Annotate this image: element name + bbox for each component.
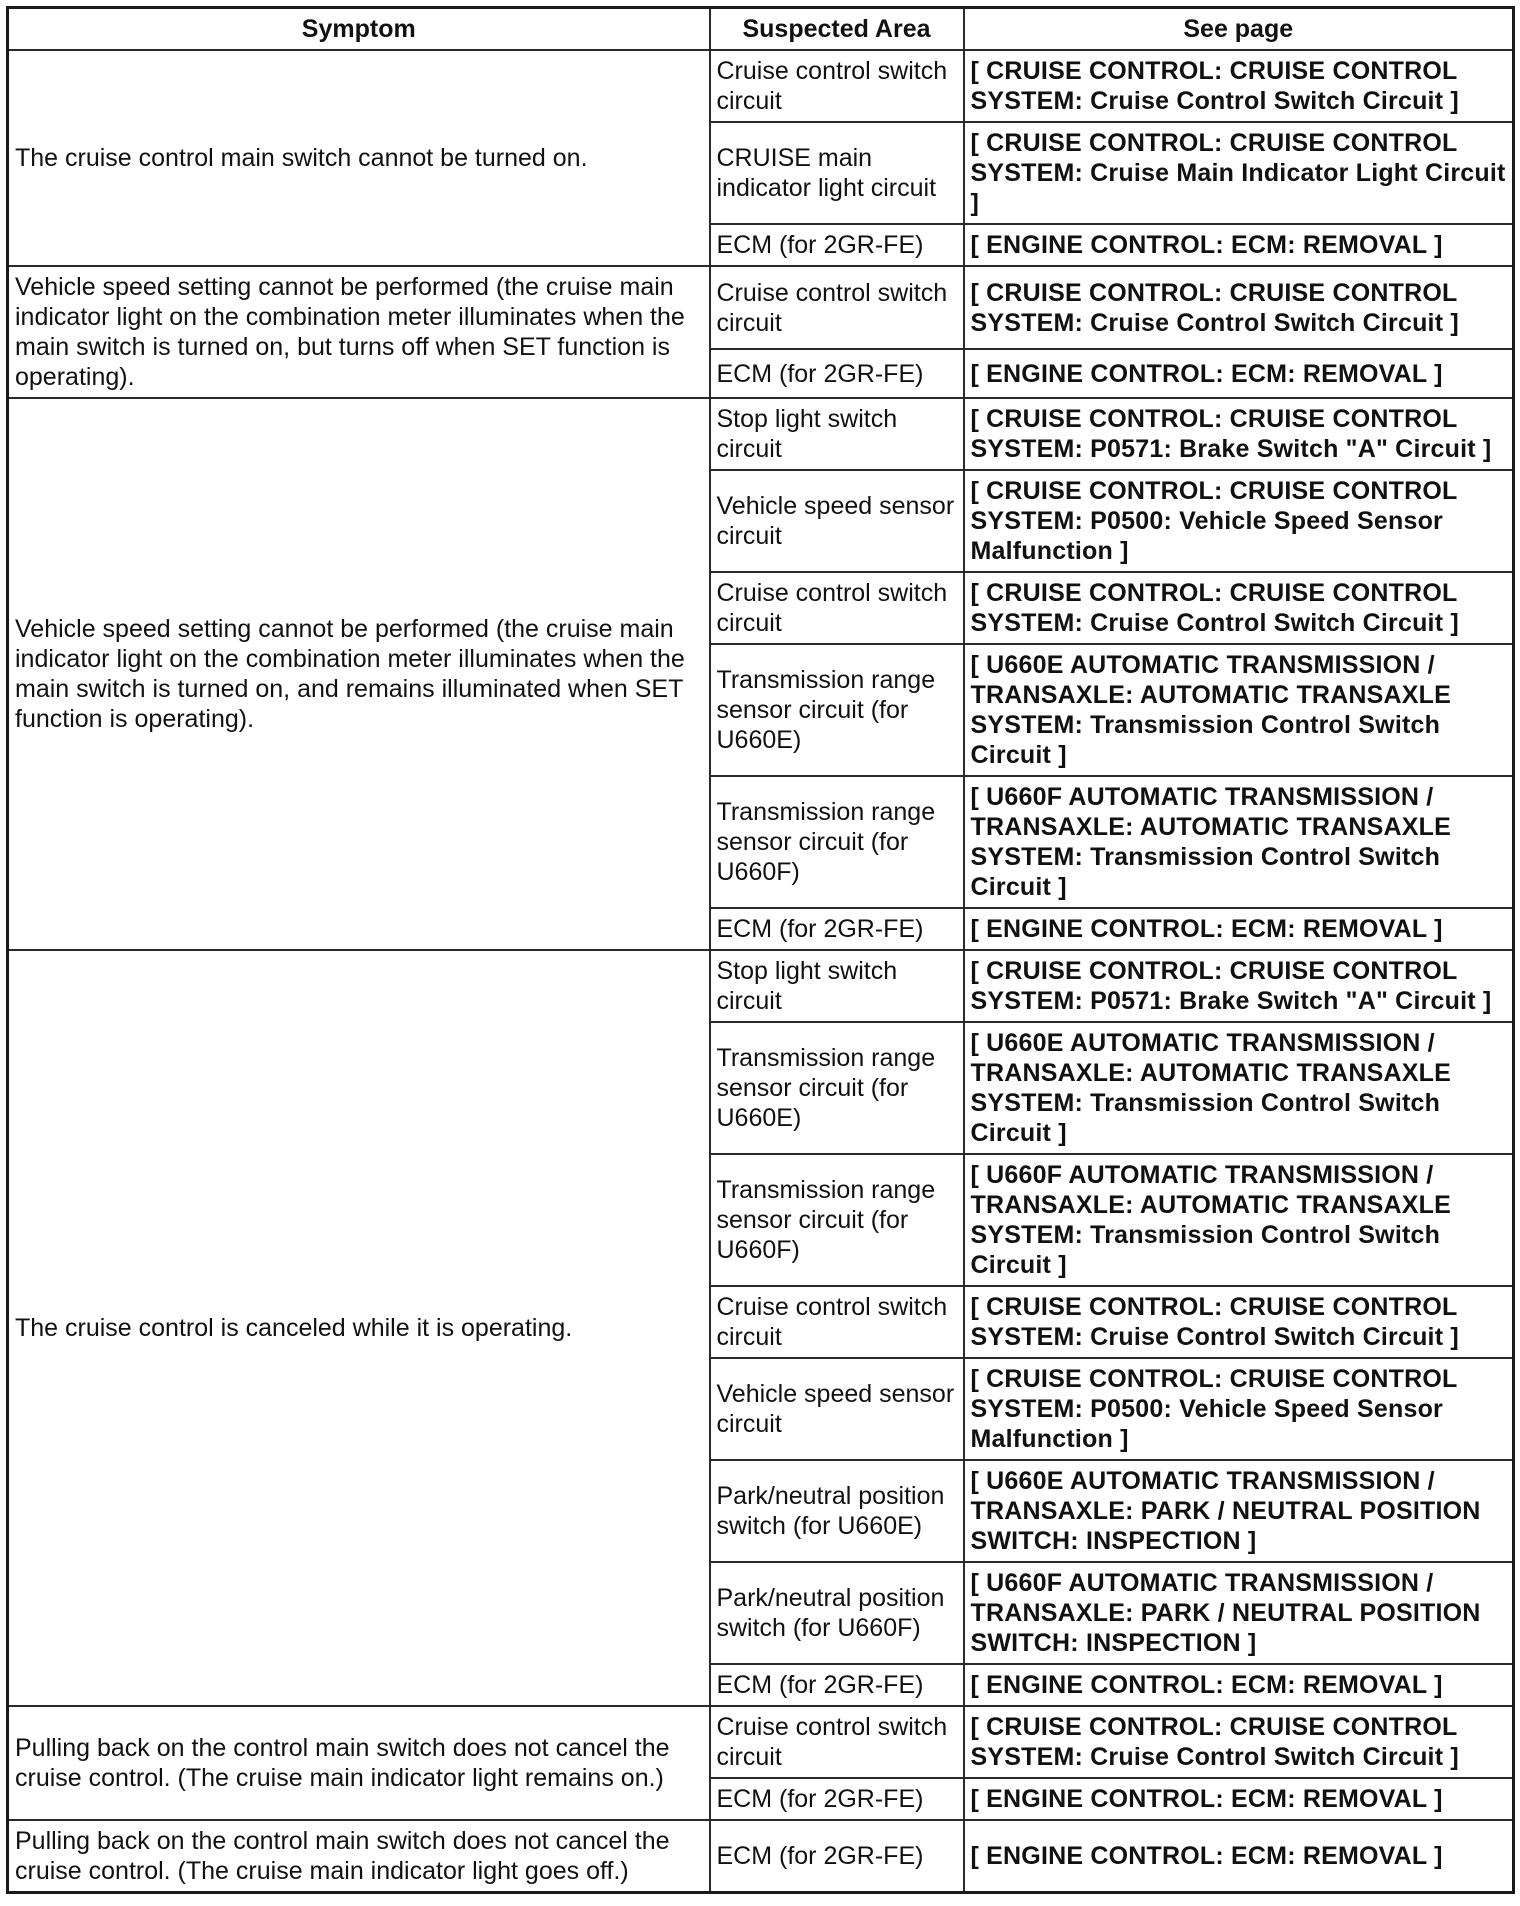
suspected-area-cell: ECM (for 2GR-FE): [710, 1664, 964, 1706]
table-body: [8, 50, 1514, 1893]
symptom-cell: Vehicle speed setting cannot be performed (the cruise main indicator light on the combination meter illuminates when the main switch is turned on, but turns off when SET function is operating).: [8, 266, 710, 398]
trouble-table-wrapper: [6, 6, 1512, 1894]
symptom-cell: The cruise control main switch cannot be turned on.: [8, 50, 710, 266]
symptom-table: [6, 6, 1515, 1894]
table-header: [8, 8, 1514, 51]
table-row: [8, 50, 1514, 122]
suspected-area-cell: ECM (for 2GR-FE): [710, 349, 964, 398]
table-row: [8, 1706, 1514, 1778]
suspected-area-cell: ECM (for 2GR-FE): [710, 908, 964, 950]
see-page-cell: [ CRUISE CONTROL: CRUISE CONTROL SYSTEM: P0571: Brake Switch "A" Circuit ]: [964, 950, 1514, 1022]
see-page-cell: [ CRUISE CONTROL: CRUISE CONTROL SYSTEM: P0500: Vehicle Speed Sensor Malfunction ]: [964, 470, 1514, 572]
suspected-area-cell: Cruise control switch circuit: [710, 1706, 964, 1778]
see-page-cell: [ U660F AUTOMATIC TRANSMISSION / TRANSAXLE: AUTOMATIC TRANSAXLE SYSTEM: Transmission Control Switch Circuit ]: [964, 1154, 1514, 1286]
see-page-cell: [ ENGINE CONTROL: ECM: REMOVAL ]: [964, 1778, 1514, 1820]
suspected-area-cell: Transmission range sensor circuit (for U660F): [710, 1154, 964, 1286]
symptom-cell: The cruise control is canceled while it is operating.: [8, 950, 710, 1706]
suspected-area-cell: ECM (for 2GR-FE): [710, 224, 964, 266]
see-page-cell: [ U660F AUTOMATIC TRANSMISSION / TRANSAXLE: PARK / NEUTRAL POSITION SWITCH: INSPECTION ]: [964, 1562, 1514, 1664]
see-page-cell: [ CRUISE CONTROL: CRUISE CONTROL SYSTEM: Cruise Control Switch Circuit ]: [964, 1706, 1514, 1778]
table-row: [8, 398, 1514, 470]
header-symptom: Symptom: [8, 8, 710, 51]
see-page-cell: [ CRUISE CONTROL: CRUISE CONTROL SYSTEM: Cruise Main Indicator Light Circuit ]: [964, 122, 1514, 224]
symptom-cell: Vehicle speed setting cannot be performed (the cruise main indicator light on the combination meter illuminates when the main switch is turned on, and remains illuminated when SET function is operating).: [8, 398, 710, 950]
suspected-area-cell: Vehicle speed sensor circuit: [710, 1358, 964, 1460]
see-page-cell: [ U660E AUTOMATIC TRANSMISSION / TRANSAXLE: PARK / NEUTRAL POSITION SWITCH: INSPECTION ]: [964, 1460, 1514, 1562]
see-page-cell: [ ENGINE CONTROL: ECM: REMOVAL ]: [964, 349, 1514, 398]
header-row: [8, 8, 1514, 51]
suspected-area-cell: Cruise control switch circuit: [710, 572, 964, 644]
header-see-page: See page: [964, 8, 1514, 51]
suspected-area-cell: Transmission range sensor circuit (for U660E): [710, 1022, 964, 1154]
suspected-area-cell: Cruise control switch circuit: [710, 266, 964, 349]
suspected-area-cell: Vehicle speed sensor circuit: [710, 470, 964, 572]
suspected-area-cell: Park/neutral position switch (for U660E): [710, 1460, 964, 1562]
see-page-cell: [ CRUISE CONTROL: CRUISE CONTROL SYSTEM: Cruise Control Switch Circuit ]: [964, 266, 1514, 349]
see-page-cell: [ CRUISE CONTROL: CRUISE CONTROL SYSTEM: P0500: Vehicle Speed Sensor Malfunction ]: [964, 1358, 1514, 1460]
see-page-cell: [ U660E AUTOMATIC TRANSMISSION / TRANSAXLE: AUTOMATIC TRANSAXLE SYSTEM: Transmission Control Switch Circuit ]: [964, 644, 1514, 776]
see-page-cell: [ CRUISE CONTROL: CRUISE CONTROL SYSTEM: Cruise Control Switch Circuit ]: [964, 1286, 1514, 1358]
see-page-cell: [ CRUISE CONTROL: CRUISE CONTROL SYSTEM: P0571: Brake Switch "A" Circuit ]: [964, 398, 1514, 470]
see-page-cell: [ CRUISE CONTROL: CRUISE CONTROL SYSTEM: Cruise Control Switch Circuit ]: [964, 50, 1514, 122]
symptom-cell: Pulling back on the control main switch does not cancel the cruise control. (The cruise main indicator light goes off.): [8, 1820, 710, 1893]
suspected-area-cell: ECM (for 2GR-FE): [710, 1820, 964, 1893]
suspected-area-cell: Cruise control switch circuit: [710, 1286, 964, 1358]
table-row: [8, 1820, 1514, 1893]
see-page-cell: [ CRUISE CONTROL: CRUISE CONTROL SYSTEM: Cruise Control Switch Circuit ]: [964, 572, 1514, 644]
see-page-cell: [ U660F AUTOMATIC TRANSMISSION / TRANSAXLE: AUTOMATIC TRANSAXLE SYSTEM: Transmission Control Switch Circuit ]: [964, 776, 1514, 908]
see-page-cell: [ ENGINE CONTROL: ECM: REMOVAL ]: [964, 1664, 1514, 1706]
header-suspected-area: Suspected Area: [710, 8, 964, 51]
table-row: [8, 950, 1514, 1022]
suspected-area-cell: Stop light switch circuit: [710, 398, 964, 470]
suspected-area-cell: Transmission range sensor circuit (for U660F): [710, 776, 964, 908]
see-page-cell: [ ENGINE CONTROL: ECM: REMOVAL ]: [964, 908, 1514, 950]
suspected-area-cell: Park/neutral position switch (for U660F): [710, 1562, 964, 1664]
suspected-area-cell: Cruise control switch circuit: [710, 50, 964, 122]
suspected-area-cell: Stop light switch circuit: [710, 950, 964, 1022]
table-row: [8, 266, 1514, 349]
see-page-cell: [ ENGINE CONTROL: ECM: REMOVAL ]: [964, 1820, 1514, 1893]
see-page-cell: [ U660E AUTOMATIC TRANSMISSION / TRANSAXLE: AUTOMATIC TRANSAXLE SYSTEM: Transmission Control Switch Circuit ]: [964, 1022, 1514, 1154]
symptom-cell: Pulling back on the control main switch does not cancel the cruise control. (The cruise main indicator light remains on.): [8, 1706, 710, 1820]
suspected-area-cell: Transmission range sensor circuit (for U660E): [710, 644, 964, 776]
see-page-cell: [ ENGINE CONTROL: ECM: REMOVAL ]: [964, 224, 1514, 266]
suspected-area-cell: CRUISE main indicator light circuit: [710, 122, 964, 224]
suspected-area-cell: ECM (for 2GR-FE): [710, 1778, 964, 1820]
